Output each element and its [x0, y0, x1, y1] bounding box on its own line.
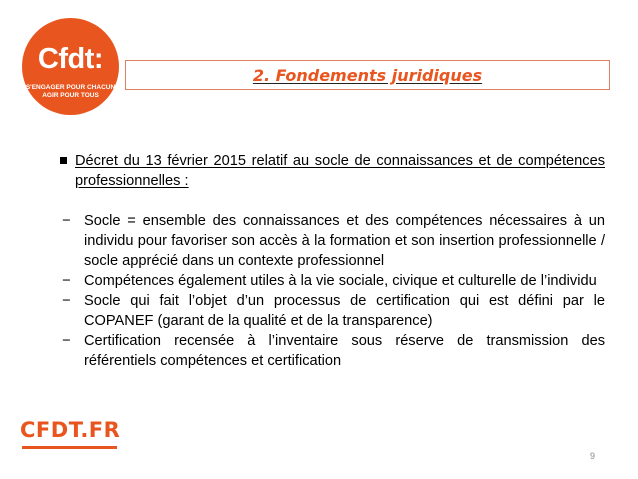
main-bullet	[60, 151, 605, 191]
logo-tagline-line1: S'ENGAGER POUR CHACUN	[25, 84, 116, 91]
slide-title: 2. Fondements juridiques	[252, 65, 483, 85]
logo-tagline-line2: AGIR POUR TOUS	[42, 92, 99, 99]
sub-bullet-text: Compétences également utiles à la vie sociale, civique et culturelle de l’individu	[84, 273, 597, 289]
list-item	[60, 331, 605, 371]
sub-bullet-list	[60, 211, 605, 371]
list-item	[60, 291, 605, 331]
square-bullet-icon	[60, 157, 67, 164]
dash-icon: −	[62, 333, 71, 349]
list-item	[60, 211, 605, 271]
dash-icon: −	[62, 273, 71, 289]
list-item	[60, 271, 605, 291]
cfdt-logo	[22, 18, 119, 115]
dash-icon: −	[62, 213, 71, 229]
logo-wordmark: Cfdt:	[37, 43, 104, 75]
footer-underline	[22, 446, 117, 449]
sub-bullet-text: Socle qui fait l’objet d’un processus de certification qui est défini par le COPANEF (garant de la qualité et de la transparence)	[84, 293, 605, 329]
sub-bullet-text: Certification recensée à l’inventaire sous réserve de transmission des référentiels compétences et certification	[84, 333, 605, 369]
sub-bullet-text: Socle = ensemble des connaissances et des compétences nécessaires à un individu pour favoriser son accès à la formation et son insertion professionnelle / socle apprécié dans un contexte professionnel	[84, 213, 605, 269]
main-bullet-text: Décret du 13 février 2015 relatif au socle de connaissances et de compétences professionnelles :	[75, 153, 605, 189]
footer-site-logo: CFDT.FR	[20, 418, 121, 442]
slide-content	[60, 151, 605, 371]
page-number: 9	[590, 451, 596, 461]
dash-icon: −	[62, 293, 71, 309]
title-box	[125, 60, 610, 90]
